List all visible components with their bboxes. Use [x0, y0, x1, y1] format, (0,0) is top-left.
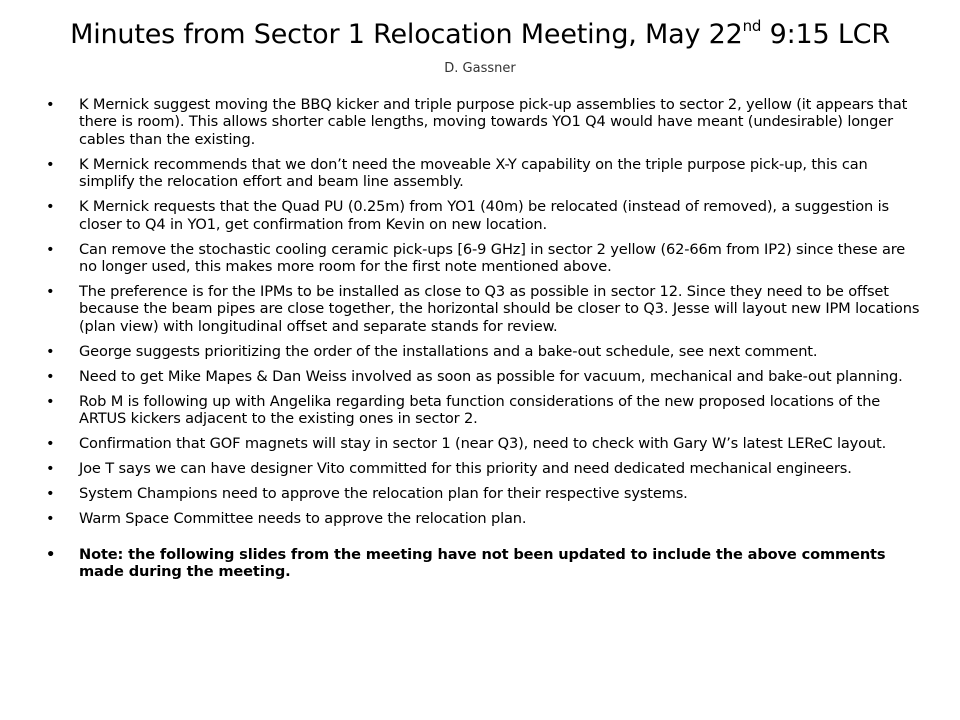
bullet-item: • System Champions need to approve the relocation plan for their respective systems.: [46, 485, 920, 502]
bullet-item: • Joe T says we can have designer Vito committed for this priority and need dedicated mechanical engineers.: [46, 460, 920, 477]
bullet-item: • K Mernick recommends that we don’t need the moveable X-Y capability on the triple purpose pick-up, this can simplify the relocation effort and beam line assembly.: [46, 156, 920, 191]
bullet-item: • Confirmation that GOF magnets will stay in sector 1 (near Q3), need to check with Gary W’s latest LEReC layout.: [46, 435, 920, 452]
note-bullet: • Note: the following slides from the meeting have not been updated to include the above comments made during the meeting.: [46, 546, 920, 581]
bullet-list: [46, 96, 920, 588]
title-text: Minutes from Sector 1 Relocation Meeting, May 22: [70, 19, 743, 50]
bullet-item: • Rob M is following up with Angelika regarding beta function considerations of the new proposed locations of the ARTUS kickers adjacent to the existing ones in sector 2.: [46, 393, 920, 428]
bullet-item: • Need to get Mike Mapes & Dan Weiss involved as soon as possible for vacuum, mechanical and bake-out planning.: [46, 368, 920, 385]
slide-author: D. Gassner: [444, 61, 516, 76]
bullet-item: • George suggests prioritizing the order of the installations and a bake-out schedule, see next comment.: [46, 343, 920, 360]
title-text-end: 9:15 LCR: [761, 19, 890, 50]
bullet-item: • K Mernick requests that the Quad PU (0.25m) from YO1 (40m) be relocated (instead of removed), a suggestion is closer to Q4 in YO1, get confirmation from Kevin on new location.: [46, 198, 920, 233]
slide-title: [0, 18, 960, 52]
title-superscript: nd: [742, 17, 762, 35]
bullet-item: • The preference is for the IPMs to be installed as close to Q3 as possible in sector 12. Since they need to be offset because the beam pipes are close together, the horizontal should be closer to Q3. Jesse will layout new IPM locations (plan view) with longitudinal offset and separate stands for review.: [46, 283, 920, 335]
bullet-item: • K Mernick suggest moving the BBQ kicker and triple purpose pick-up assemblies to sector 2, yellow (it appears that there is room). This allows shorter cable lengths, moving towards YO1 Q4 would have meant (undesirable) longer cables than the existing.: [46, 96, 920, 148]
bullet-item: • Warm Space Committee needs to approve the relocation plan.: [46, 510, 920, 527]
bullet-item: • Can remove the stochastic cooling ceramic pick-ups [6-9 GHz] in sector 2 yellow (62-66m from IP2) since these are no longer used, this makes more room for the first note mentioned above.: [46, 241, 920, 276]
